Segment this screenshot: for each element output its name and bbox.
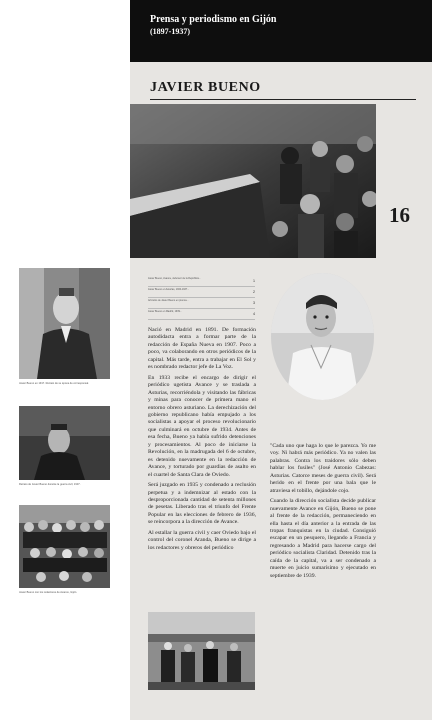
paragraph: Será juzgado en 1935 y condenado a reclusión perpetua y a indemnizar al estado con la desproporcionada cantidad de setenta millones de pesetas. Liberado tras el triunfo del Frente Popular en las elecciones de febrero de 1936, se reincorpora a la dirección de Avance. [148,482,256,526]
index-row [148,298,255,309]
title-rule [150,99,416,100]
caption-3: Javier Bueno con los redactores de Avance, Gijón. [19,591,78,594]
index-text: Artículos de Javier Bueno en prensa... [148,299,189,302]
paragraph: "Cada uno que haga lo que le parezca. Yo me voy. Ni habrá más periódico. Ya no valen las palabras. Contra los traidores sólo deben hablar los fusiles" (José Antonio Cabezas: Asturias. Catorce meses de guerra civil). Será herido en el frente por una bala que le atraviesa el tobillo, dejándole cojo. [270,443,376,494]
crowd-photo [130,104,376,258]
person-name: JAVIER BUENO [150,80,261,95]
caption-2: Retrato de Javier Bueno durante la guerra civil, 1937. [19,483,81,486]
index-text: Javier Bueno, Avance, defensor de la República... [148,277,201,280]
group-photo [19,505,110,588]
panel-number: 16 [389,203,410,227]
index-row [148,309,255,320]
quote-text [270,443,376,583]
series-dates: (1897-1937) [150,27,190,36]
index-box [148,276,255,318]
oval-portrait [271,273,374,400]
paragraph: Nació en Madrid en 1891. De formación autodidacta entra a formar parte de la redacción de España Nueva en 1907. Poco a poco, va colaborando en otros periódicos de la capital. Más tarde, entra a trabajar en El Sol y es nombrado redactor jefe de La Voz. [148,327,256,371]
portrait-photo-2 [19,406,110,480]
caption-1: Javier Bueno en 1917. Retrato de su época de corresponsal. [19,382,89,385]
index-page: 3 [253,301,255,305]
index-row [148,276,255,287]
paragraph: Cuando la dirección socialista decide publicar nuevamente Avance en Gijón, Bueno se pone al frente de la redacción, permaneciendo en ella hasta el día anterior a la entrada de las tropas franquistas en la ciudad. Consiguió escapar en un pesquero, llegando a Francia y regresando a Madrid para hacerse cargo del periódico socialista Claridad. Detenido tras la caída de la capital, va a ser condenado a muerte en juicio sumarísimo y ejecutado en septiembre de 1939. [270,498,376,579]
biography-text [148,327,256,555]
paragraph: Al estallar la guerra civil y caer Oviedo bajo el control del coronel Aranda, Bueno se dirige a los redactores y obreros del periódico [148,529,256,551]
street-photo [148,612,255,690]
index-text: Javier Bueno en Madrid, 1939... [148,310,182,313]
index-page: 4 [253,312,255,316]
series-title: Prensa y periodismo en Gijón [150,14,277,25]
index-page: 1 [253,279,255,283]
paragraph: En 1933 recibe el encargo de dirigir el periódico ugetista Avance y se traslada a Asturias, recorriéndola y visitando las fábricas y minas para conocer de primera mano el entorno obrero asturiano. La derechización del gobierno republicano había empujado a los socialistas a apoyar el proceso revolucionario que culminará en octubre de 1934. Antes de esa fecha, Bueno ya había sufrido detenciones y procesamientos. Al poco de iniciarse la Revolución, en la madrugada del 6 de octubre, es detenido nuevamente en la redacción de Avance, y torturado por guardias de asalto en el cuartel de Santa Clara de Oviedo. [148,374,256,478]
index-row [148,287,255,298]
index-text: Javier Bueno en Asturias, 1934-1937... [148,288,190,291]
portrait-photo-1 [19,268,110,379]
index-page: 2 [253,290,255,294]
